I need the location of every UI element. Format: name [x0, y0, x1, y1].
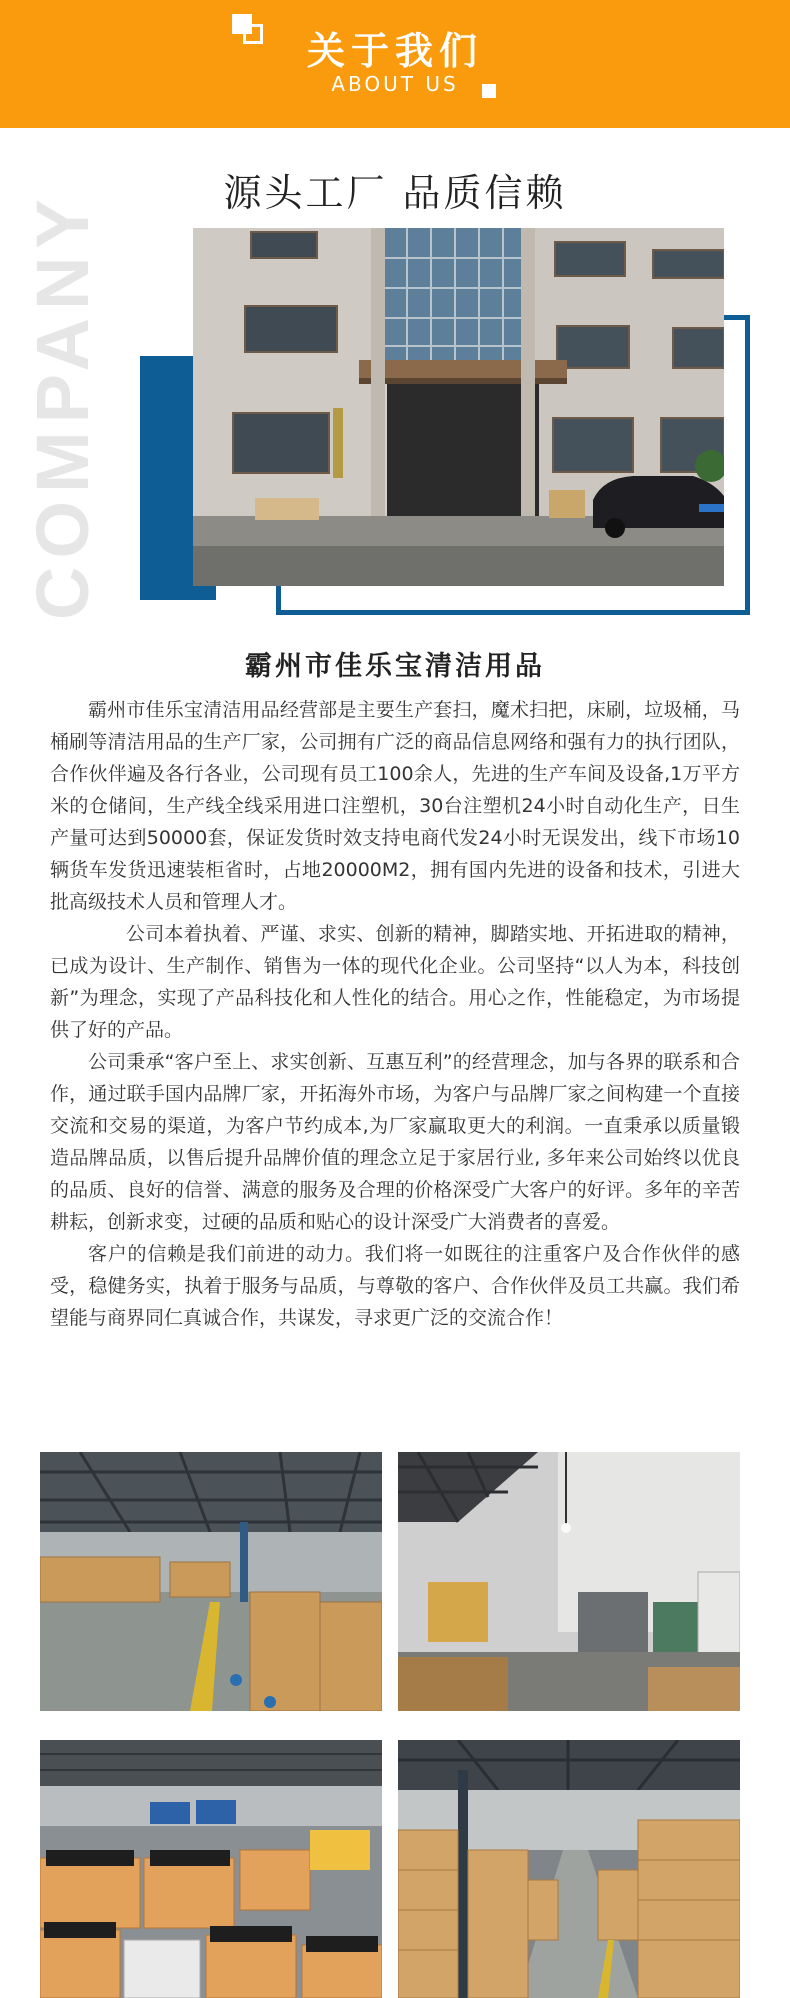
workshop-photo: [398, 1452, 740, 1711]
intro-paragraph: 公司秉承“客户至上、求实创新、互惠互利”的经营理念，加与各界的联系和合作，通过联手国内品牌厂家，开拓海外市场，为客户与品牌厂家之间构建一个直接交流和交易的渠道，为客户节约成本,为厂家赢取更大的利润。一直秉承以质量锻造品牌品质，以售后提升品牌价值的理念立足于家居行业, 多年来公司始终以优良的品质、良好的信誉、满意的服务及合理的价格深受广大客户的好评。多年的辛苦耕耘，创新求变，过硬的品质和贴心的设计深受广大消费者的喜爱。: [50, 1051, 740, 1233]
header-subtitle: ABOUT US: [331, 72, 459, 96]
factory-building-photo: [193, 228, 724, 586]
header-title: 关于我们: [306, 29, 483, 73]
about-header: [0, 0, 790, 128]
intro-paragraph: 公司本着执着、严谨、求实、创新的精神，脚踏实地、开拓进取的精神，已成为设计、生产制作、销售为一体的现代化企业。公司坚持“以人为本，科技创新”为理念，实现了产品科技化和人性化的结合。用心之作，性能稳定，为市场提供了好的产品。: [50, 923, 740, 1041]
intro-paragraph: 客户的信赖是我们前进的动力。我们将一如既往的注重客户及合作伙伴的感受，稳健务实，执着于服务与品质，与尊敬的客户、合作伙伴及员工共赢。我们希望能与商界同仁真诚合作，共谋发，寻求更广泛的交流合作！: [50, 1243, 740, 1329]
company-name: 霸州市佳乐宝清洁用品: [245, 651, 545, 682]
company-intro: [50, 694, 740, 1334]
storage-photo: [398, 1740, 740, 1998]
section-title: 源头工厂 品质信赖: [223, 171, 567, 215]
production-line-photo: [40, 1740, 382, 1998]
warehouse-photo: [40, 1452, 382, 1711]
intro-paragraph: 霸州市佳乐宝清洁用品经营部是主要生产套扫，魔术扫把，床刷，垃圾桶，马桶刷等清洁用品的生产厂家，公司拥有广泛的商品信息网络和强有力的执行团队，合作伙伴遍及各行各业，公司现有员工100余人，先进的生产车间及设备,1万平方米的仓储间，生产线全线采用进口注塑机，30台注塑机24小时自动化生产，日生产量可达到50000套，保证发货时效支持电商代发24小时无误发出，线下市场10辆货车发货迅速装柜省时，占地20000M2，拥有国内先进的设备和技术，引进大批高级技术人员和管理人才。: [50, 699, 740, 913]
company-watermark: COMPANY: [21, 191, 104, 620]
